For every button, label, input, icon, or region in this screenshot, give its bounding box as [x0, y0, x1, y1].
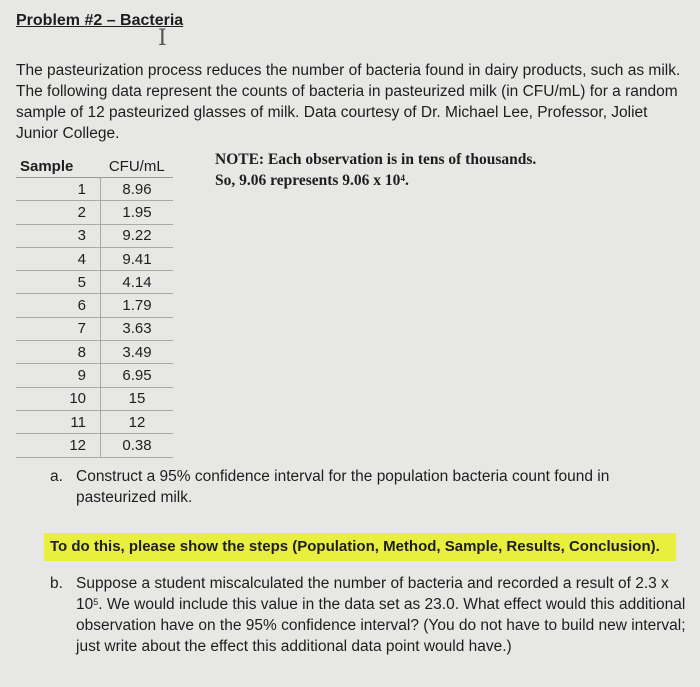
table-row	[16, 294, 173, 317]
sample-number-cell: 10	[16, 387, 101, 410]
note-text	[215, 149, 545, 191]
cfu-value-cell: 6.95	[101, 364, 174, 387]
problem-title: Problem #2 – Bacteria	[16, 12, 184, 29]
note-body: NOTE: Each observation is in tens of thousands. So, 9.06 represents 9.06 x 10	[215, 151, 537, 189]
part-b-exponent: 5	[93, 597, 99, 607]
cfu-column-header: CFU/mL	[101, 155, 174, 178]
sample-number-cell: 2	[16, 201, 101, 224]
cfu-value-cell: 15	[101, 387, 174, 410]
table-row	[16, 317, 173, 340]
table-row	[16, 410, 173, 433]
part-a-question	[50, 466, 680, 508]
sample-number-cell: 12	[16, 434, 101, 457]
part-b-letter: b.	[50, 575, 63, 592]
cfu-value-cell: 4.14	[101, 271, 174, 294]
bacteria-data-table	[16, 155, 173, 458]
sample-number-cell: 8	[16, 341, 101, 364]
sample-column-header: Sample	[16, 155, 101, 178]
sample-number-cell: 1	[16, 178, 101, 201]
table-row	[16, 387, 173, 410]
intro-paragraph: The pasteurization process reduces the number of bacteria found in dairy products, such as milk. The following data represent the counts of bacteria in pasteurized milk (in CFU/mL) for a random sample of 12 pasteurized glasses of milk. Data courtesy of Dr. Michael Lee, Professor, Joliet Junior College.	[16, 62, 681, 142]
sample-number-cell: 5	[16, 271, 101, 294]
note-end: .	[404, 172, 409, 189]
table-header-row	[16, 155, 173, 178]
table-row	[16, 364, 173, 387]
highlighted-instruction: To do this, please show the steps (Population, Method, Sample, Results, Conclusion).	[44, 533, 676, 561]
table-row	[16, 247, 173, 270]
cfu-value-cell: 9.22	[101, 224, 174, 247]
cfu-value-cell: 0.38	[101, 434, 174, 457]
cfu-value-cell: 1.95	[101, 201, 174, 224]
table-row	[16, 434, 173, 457]
part-a-text: Construct a 95% confidence interval for the population bacteria count found in pasteurized milk.	[76, 468, 610, 506]
part-b-text-after: . We would include this value in the data set as 23.0. What effect would this additional observation have on the 95% confidence interval? (You do not have to build new interval; just write about the effect this additional data point would have.)	[76, 596, 686, 655]
cfu-value-cell: 8.96	[101, 178, 174, 201]
sample-number-cell: 11	[16, 410, 101, 433]
sample-number-cell: 6	[16, 294, 101, 317]
sample-number-cell: 9	[16, 364, 101, 387]
table-row	[16, 201, 173, 224]
part-b-text-before: Suppose a student miscalculated the number of bacteria and recorded a result of 2.3 x 10	[76, 575, 669, 613]
cfu-value-cell: 1.79	[101, 294, 174, 317]
cfu-value-cell: 3.63	[101, 317, 174, 340]
part-b-text	[76, 573, 695, 657]
cfu-value-cell: 9.41	[101, 247, 174, 270]
table-row	[16, 224, 173, 247]
table-row	[16, 178, 173, 201]
cfu-value-cell: 12	[101, 410, 174, 433]
table-row	[16, 341, 173, 364]
text-cursor-icon: I	[158, 26, 167, 51]
note-exponent: 4	[400, 173, 405, 183]
part-a-letter: a.	[50, 468, 63, 485]
table-row	[16, 271, 173, 294]
table-body	[16, 178, 173, 458]
part-b-question	[50, 573, 695, 657]
sample-number-cell: 7	[16, 317, 101, 340]
cfu-value-cell: 3.49	[101, 341, 174, 364]
sample-number-cell: 3	[16, 224, 101, 247]
sample-number-cell: 4	[16, 247, 101, 270]
